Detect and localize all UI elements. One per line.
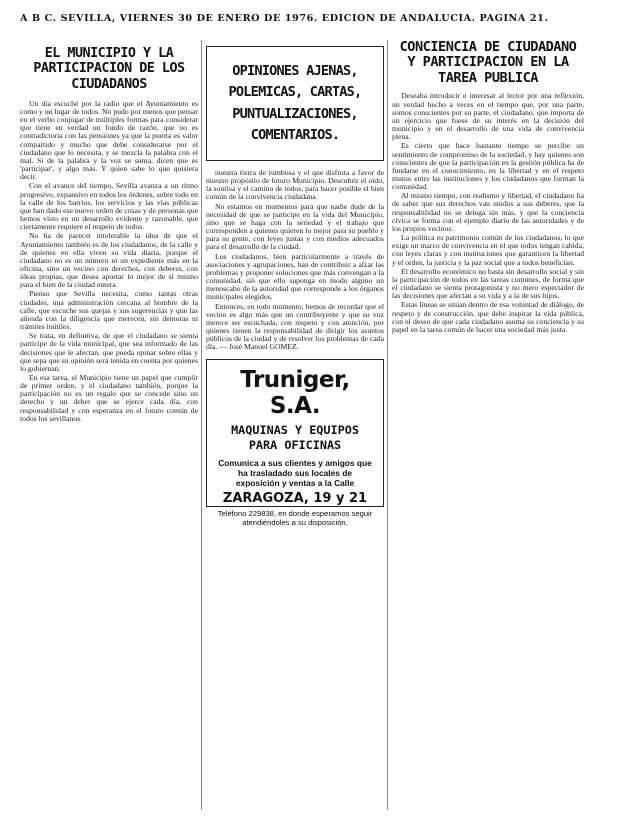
article-left-paragraph: En esa tarea, el Municipio tiene un papel que cumplir de primer orden, y el ciudadano también, porque la participación no es un regalo que se concede sino un derecho y un deber que se ejerce cada día, con responsabilidad y con esperanza en el futuro común de todos los sevillanos. [20, 373, 198, 423]
opinion-section-box [206, 46, 384, 161]
ad-address: ZARAGOZA, 19 y 21 [222, 491, 368, 507]
article-right-paragraph: Es cierto que hace bastante tiempo se percibe un sentimiento de compromiso de la sociedad, y hay quienes son conscientes de que la participación en la gestión pública ha de fundarse en el conocimiento, en la libertad y en el respeto mutuo entre las instituciones y los ciudadanos que forman la comunidad. [392, 141, 584, 192]
article-right-headline: CONCIENCIA DE CIUDADANO Y PARTICIPACION EN LA TAREA PUBLICA [399, 40, 577, 86]
article-right-paragraph: Deseaba introducir e interesar al lector por una reflexión, un verdad hecho a veces en el tiempo que, por una parte, somos conscientes por su parte, el ciudadano, que importa de un ejercicio que fuese de su interés en la decisión del municipio y en el desarrollo de una vida de convivencia plena. [392, 91, 584, 142]
column-divider [387, 40, 388, 810]
article-middle-paragraph: Los ciudadanos, bien particularmente a través de asociaciones y agrupaciones, han de contribuir a alzar las problemas y proponer soluciones que más convengan a la comunidad, sin que ello suponga en modo alguno un menoscabo de la autoridad que corresponde a los órganos municipales elegidos. [206, 251, 384, 302]
article-left-paragraph: Con el avance del tiempo, Sevilla avanza a un ritmo progresivo, expansivo en todos los órdenes, sobre todo en la calle de los barrios, los servicios y las vías públicas que han dado ese nuevo orden de cosas y de personas que hemos visto en un desarrollo evidente y razonable, que ciertamente requiere el respeto de todos. [20, 181, 198, 232]
article-left [20, 46, 198, 816]
article-left-headline: EL MUNICIPIO Y LA PARTICIPACION DE LOS CIUDADANOS [33, 46, 185, 92]
page-header: A B C. SEVILLA, VIERNES 30 DE ENERO DE 1976. EDICION DE ANDALUCIA. PAGINA 21. [20, 13, 549, 24]
article-middle-paragraph: No estamos en momentos para que nadie dude de la necesidad de que se participe en la vida del Municipio, sino que se haga con la seriedad y el trabajo que corresponden a quienes quieren lo mejor para su pueblo y para su gente, con leyes justas y con medios adecuados para el desarrollo de la ciudad. [206, 201, 384, 252]
article-right-paragraph: El desarrollo económico no basta sin desarrollo social y sin la participación de todos en las tareas comunes, de forma que el ciudadano se sienta protagonista y no mero espectador de las decisiones que afectan a su vida y a la de sus hijos. [392, 266, 584, 301]
opinion-section-title: OPINIONES AJENAS, POLEMICAS, CARTAS, PUNTUALIZACIONES, COMENTARIOS. [228, 63, 362, 143]
ad-product-line: MAQUINAS Y EQUIPOS PARA OFICINAS [231, 423, 359, 453]
ad-phone: Teléfono 229838, en donde esperamos seguir atendiéndoles a su disposición. [217, 509, 373, 528]
article-middle-paragraph: Entonces, en todo momento, hemos de recordar que el vecino es algo más que un contribuyente y que su voz merece ser escuchada, con respeto y con atención, por quienes tienen la responsabilidad de dirigir los asuntos públicos de la ciudad y de resolver los problemas de cada día. — José Manuel GOMEZ. [206, 301, 384, 352]
article-middle [206, 46, 384, 816]
article-left-paragraph: No ha de parecer intolerable la idea de que el Ayuntamiento también es de los ciudadanos, de la calle y de quienes en ella viven su vida diaria, porque el ciudadano no es un número ni un expediente más en la oficina, sino un vecino con derechos, con deberes, con ideas propias, que desea aportar lo mejor de sí mismo para el bien de la ciudad entera. [20, 231, 198, 290]
article-right-paragraph: La política es patrimonio común de los ciudadanos, lo que exige un marco de convivencia en el que todos tengan cabida, con leyes claras y con instituciones que garanticen la libertad y el orden, la justicia y la paz social que a todos benefician. [392, 233, 584, 267]
article-left-paragraph: Un día escuché por la radio que el Ayuntamiento es como y un lugar de todos. No pudo por menos que pensar en el verbo conjugar de múltiples formas para considerar que tiene en verdad un fondo de razón, que no es contradictoria con las pensiones ya que la puerta es valor compartido y mucho que debe considerarse por el ciudadano que lo necesita, y se mezcla la palabra con el mal. Si de la palabra y la voz se suma, dicen que es 'participar', y algo más. Y quien sabe lo que quisiera decir. [20, 98, 198, 182]
column-divider [201, 40, 202, 810]
article-right-paragraph: Al mismo tiempo, con realismo y libertad, el ciudadano ha de saber que sus derechos van unidos a sus deberes, que la responsabilidad no se delega sin más, y que la conciencia cívica se forma con el ejemplo diario de las autoridades y de los propios vecinos. [392, 191, 584, 233]
ad-company-name: Truniger, S.A. [240, 367, 350, 419]
article-right [392, 40, 584, 816]
article-middle-paragraph: nuestra tierra de rumbosa y el que disfruta a favor de nuestro propósito de futuro Municipio. Descubrir el oído, la sonrisa y el camino de todos, para hacer posible el bien común de la convivencia ciudadana. [206, 168, 384, 202]
ad-notice: Comunica a sus clientes y amigos que ha trasladado sus locales de exposición y ventas a la Calle [218, 458, 372, 489]
article-left-paragraph: Pienso que Sevilla necesita, como tantas otras ciudades, una administración cercana al hombre de la calle, que escuche sus quejas y sus sugerencias y que las atienda con la diligencia que merecen, sin demoras ni trámites inútiles. [20, 289, 198, 332]
article-right-paragraph: Estas líneas se sitúan dentro de esa voluntad de diálogo, de respeto y de construcción, que debe inspirar la vida pública, con el deseo de que cada ciudadano asuma su conciencia y su papel en la tarea común de hacer una sociedad más justa. [392, 300, 584, 334]
article-left-paragraph: Se trata, en definitiva, de que el ciudadano se sienta partícipe de la vida municipal, que sea informado de las decisiones que le afectan, que pueda opinar sobre ellas y que sepa que su opinión será tenida en cuenta por quienes lo gobiernan. [20, 331, 198, 373]
advertisement-box [206, 359, 384, 528]
